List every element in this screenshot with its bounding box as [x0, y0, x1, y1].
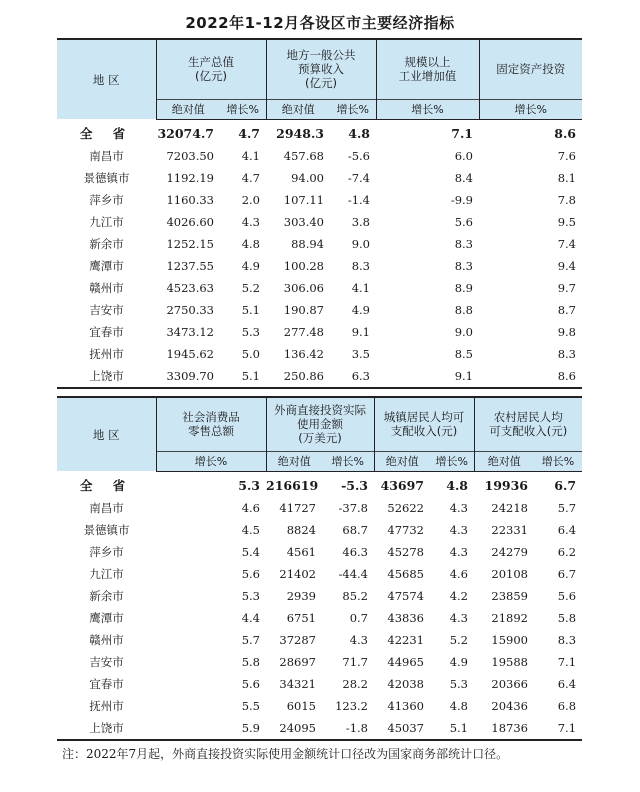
value-cell: 7.1: [557, 654, 577, 669]
table-row: [57, 255, 582, 277]
table-row: [57, 629, 582, 651]
value-cell: 7.1: [534, 717, 582, 740]
value-cell: 1252.15: [166, 236, 214, 251]
value-cell: 52622: [387, 500, 424, 515]
region-name: 景德镇市: [83, 522, 130, 537]
value-cell: 5.0: [241, 346, 260, 361]
page-title: 2022年1-12月各设区市主要经济指标: [185, 14, 455, 32]
region-name: 九江市: [89, 214, 124, 229]
value-cell: 9.4: [557, 258, 576, 273]
table-row: [57, 651, 582, 673]
value-cell: 41727: [279, 500, 316, 515]
region-name: 抚州市: [89, 698, 124, 713]
value-cell: 8.9: [454, 280, 473, 295]
table-row: [57, 145, 582, 167]
value-cell: 4523.63: [166, 280, 214, 295]
value-cell: 8.3: [454, 258, 473, 273]
value-cell: 6.4: [557, 522, 577, 537]
table-row: [57, 189, 582, 211]
sub-header: 增长%: [330, 99, 376, 119]
value-cell: 6.8: [557, 698, 577, 713]
value-cell: 8.7: [557, 302, 576, 317]
table-row: [57, 607, 582, 629]
region-name: 新余市: [89, 236, 124, 251]
value-cell: 32074.7: [157, 126, 214, 141]
value-cell: 4.9: [241, 258, 260, 273]
value-cell: 24279: [491, 544, 528, 559]
value-cell: 2.0: [241, 192, 260, 207]
table-row: [57, 519, 582, 541]
value-cell: 45685: [387, 566, 424, 581]
region-name: 上饶市: [57, 717, 156, 740]
value-cell: 7.6: [557, 148, 576, 163]
value-cell: 19936: [484, 478, 528, 493]
table-row: [57, 167, 582, 189]
value-cell: 4.3: [349, 632, 368, 647]
region-name: 全 省: [79, 478, 134, 494]
value-cell: 7.1: [451, 126, 473, 141]
value-cell: 5.5: [241, 698, 260, 713]
value-cell: 21402: [279, 566, 316, 581]
sub-header: 增长%: [479, 99, 582, 119]
region-name: 上饶市: [57, 365, 156, 388]
value-cell: 216619: [266, 478, 319, 493]
value-cell: 6.3: [330, 365, 376, 388]
value-cell: 4561: [286, 544, 316, 559]
region-header: 地 区: [57, 397, 156, 471]
value-cell: 3473.12: [166, 324, 214, 339]
footnote: 注：2022年7月起，外商直接投资实际使用金额统计口径改为国家商务部统计口径。: [62, 747, 509, 761]
region-header: 地 区: [57, 39, 156, 119]
value-cell: 5.7: [557, 500, 577, 515]
value-cell: 8.3: [557, 346, 576, 361]
column-header: 规模以上 工业增加值: [376, 39, 479, 99]
value-cell: 1945.62: [166, 346, 214, 361]
value-cell: 250.86: [266, 365, 330, 388]
value-cell: 9.0: [454, 324, 473, 339]
value-cell: -37.8: [338, 500, 368, 515]
value-cell: 5.4: [241, 544, 260, 559]
value-cell: 5.3: [238, 478, 260, 493]
region-name: 全 省: [79, 126, 134, 142]
value-cell: 457.68: [283, 148, 324, 163]
value-cell: 20366: [491, 676, 528, 691]
value-cell: -1.8: [322, 717, 374, 740]
value-cell: 4.9: [351, 302, 370, 317]
value-cell: 24218: [491, 500, 528, 515]
value-cell: 9.7: [557, 280, 576, 295]
value-cell: 4.6: [449, 566, 468, 581]
value-cell: 4.9: [449, 654, 468, 669]
region-name: 抚州市: [89, 346, 124, 361]
value-cell: 136.42: [283, 346, 324, 361]
value-cell: 23859: [491, 588, 528, 603]
value-cell: 5.3: [241, 324, 260, 339]
region-name: 南昌市: [89, 500, 124, 515]
value-cell: 8.1: [557, 170, 576, 185]
value-cell: 5.6: [241, 566, 260, 581]
value-cell: 9.0: [351, 236, 370, 251]
value-cell: 68.7: [342, 522, 368, 537]
value-cell: 34321: [279, 676, 316, 691]
value-cell: 45278: [387, 544, 424, 559]
value-cell: 9.8: [557, 324, 576, 339]
value-cell: 28697: [279, 654, 316, 669]
region-name: 吉安市: [89, 302, 124, 317]
value-cell: 190.87: [283, 302, 324, 317]
value-cell: 5.1: [430, 717, 474, 740]
value-cell: 6.7: [557, 566, 577, 581]
value-cell: 7203.50: [166, 148, 214, 163]
table-row: [57, 233, 582, 255]
value-cell: 100.28: [283, 258, 324, 273]
sub-header: 增长%: [430, 451, 474, 471]
column-header: 社会消费品 零售总额: [156, 397, 266, 451]
table-row: [57, 717, 582, 740]
value-cell: 5.7: [241, 632, 260, 647]
column-header: 地方一般公共 预算收入 (亿元): [266, 39, 376, 99]
value-cell: 20108: [491, 566, 528, 581]
value-cell: 43697: [380, 478, 424, 493]
column-header: 固定资产投资: [479, 39, 582, 99]
sub-header: 增长%: [534, 451, 582, 471]
column-header: 生产总值 (亿元): [156, 39, 266, 99]
value-cell: 3309.70: [156, 365, 220, 388]
value-cell: 6.2: [557, 544, 577, 559]
region-name: 鹰潭市: [89, 610, 124, 625]
value-cell: 4.3: [449, 522, 468, 537]
value-cell: 1160.33: [166, 192, 214, 207]
value-cell: 47574: [387, 588, 424, 603]
value-cell: 6015: [286, 698, 316, 713]
value-cell: -5.6: [347, 148, 370, 163]
value-cell: 6.4: [557, 676, 577, 691]
value-cell: 4.5: [241, 522, 260, 537]
value-cell: 277.48: [283, 324, 324, 339]
value-cell: 8.3: [351, 258, 370, 273]
region-name: 新余市: [89, 588, 124, 603]
value-cell: 5.6: [557, 588, 577, 603]
economic-table-1: [57, 38, 582, 389]
sub-header: 绝对值: [266, 99, 330, 119]
value-cell: 5.8: [241, 654, 260, 669]
value-cell: 5.6: [241, 676, 260, 691]
value-cell: 8.8: [454, 302, 473, 317]
value-cell: 7.8: [557, 192, 576, 207]
region-name: 宜春市: [89, 676, 124, 691]
value-cell: 5.1: [241, 302, 260, 317]
value-cell: 4.2: [449, 588, 468, 603]
table-row: [57, 585, 582, 607]
table-row: [57, 695, 582, 717]
table-row: [57, 321, 582, 343]
value-cell: 21892: [491, 610, 528, 625]
value-cell: 5.6: [454, 214, 473, 229]
region-name: 鹰潭市: [89, 258, 124, 273]
value-cell: 18736: [474, 717, 534, 740]
sub-header: 增长%: [220, 99, 266, 119]
value-cell: 4.3: [449, 500, 468, 515]
value-cell: 8824: [286, 522, 316, 537]
value-cell: 6.7: [554, 478, 577, 493]
value-cell: -9.9: [450, 192, 473, 207]
table-row: [57, 365, 582, 388]
value-cell: 4.1: [241, 148, 260, 163]
sub-header: 增长%: [376, 99, 479, 119]
value-cell: 5.3: [241, 588, 260, 603]
value-cell: 7.4: [557, 236, 576, 251]
value-cell: 22331: [491, 522, 528, 537]
value-cell: 2939: [286, 588, 316, 603]
sub-header: 绝对值: [156, 99, 220, 119]
value-cell: 306.06: [283, 280, 324, 295]
value-cell: 4.8: [449, 698, 468, 713]
total-row: [57, 119, 582, 145]
sub-header: 绝对值: [266, 451, 322, 471]
value-cell: 3.8: [351, 214, 370, 229]
value-cell: 4.3: [449, 544, 468, 559]
value-cell: 46.3: [342, 544, 368, 559]
value-cell: -7.4: [347, 170, 370, 185]
region-name: 萍乡市: [89, 192, 124, 207]
value-cell: 43836: [387, 610, 424, 625]
value-cell: 20436: [491, 698, 528, 713]
region-name: 吉安市: [89, 654, 124, 669]
value-cell: 4.3: [241, 214, 260, 229]
table-row: [57, 497, 582, 519]
value-cell: 4.7: [238, 126, 260, 141]
value-cell: 8.6: [554, 126, 576, 141]
sub-header: 绝对值: [474, 451, 534, 471]
value-cell: 5.9: [156, 717, 266, 740]
value-cell: 94.00: [291, 170, 324, 185]
value-cell: 41360: [387, 698, 424, 713]
value-cell: 107.11: [283, 192, 324, 207]
value-cell: 9.5: [557, 214, 576, 229]
value-cell: 5.1: [220, 365, 266, 388]
value-cell: 5.2: [449, 632, 468, 647]
value-cell: 8.3: [557, 632, 577, 647]
value-cell: 42231: [387, 632, 424, 647]
value-cell: 88.94: [291, 236, 324, 251]
value-cell: 123.2: [335, 698, 368, 713]
value-cell: 4.8: [241, 236, 260, 251]
region-name: 萍乡市: [89, 544, 124, 559]
value-cell: 9.1: [376, 365, 479, 388]
value-cell: 2750.33: [166, 302, 214, 317]
column-header: 外商直接投资实际 使用金额 (万美元): [266, 397, 374, 451]
value-cell: 0.7: [349, 610, 368, 625]
sub-header: 绝对值: [374, 451, 430, 471]
value-cell: 45037: [374, 717, 430, 740]
value-cell: 24095: [266, 717, 322, 740]
value-cell: 6751: [286, 610, 316, 625]
column-header: 城镇居民人均可 支配收入(元): [374, 397, 474, 451]
value-cell: 19588: [491, 654, 528, 669]
value-cell: 42038: [387, 676, 424, 691]
value-cell: 1237.55: [166, 258, 214, 273]
sub-header: 增长%: [322, 451, 374, 471]
value-cell: -1.4: [347, 192, 370, 207]
region-name: 景德镇市: [83, 170, 130, 185]
table-row: [57, 563, 582, 585]
value-cell: 4.1: [351, 280, 370, 295]
value-cell: 8.6: [479, 365, 582, 388]
table-row: [57, 541, 582, 563]
value-cell: 303.40: [283, 214, 324, 229]
value-cell: 9.1: [351, 324, 370, 339]
total-row: [57, 471, 582, 497]
value-cell: 4.8: [348, 126, 370, 141]
value-cell: 71.7: [342, 654, 368, 669]
value-cell: 4.3: [449, 610, 468, 625]
table-row: [57, 277, 582, 299]
value-cell: 8.3: [454, 236, 473, 251]
region-name: 南昌市: [89, 148, 124, 163]
table-row: [57, 673, 582, 695]
region-name: 宜春市: [89, 324, 124, 339]
value-cell: 1192.19: [166, 170, 214, 185]
value-cell: 85.2: [342, 588, 368, 603]
value-cell: 3.5: [351, 346, 370, 361]
value-cell: 4.6: [241, 500, 260, 515]
value-cell: -5.3: [341, 478, 368, 493]
sub-header: 增长%: [156, 451, 266, 471]
value-cell: 4.8: [446, 478, 468, 493]
table-row: [57, 211, 582, 233]
value-cell: 2948.3: [276, 126, 324, 141]
value-cell: 8.5: [454, 346, 473, 361]
region-name: 九江市: [89, 566, 124, 581]
table-row: [57, 343, 582, 365]
region-name: 赣州市: [89, 632, 124, 647]
value-cell: 8.4: [454, 170, 473, 185]
value-cell: 5.3: [449, 676, 468, 691]
value-cell: 4.4: [241, 610, 260, 625]
value-cell: 5.8: [557, 610, 577, 625]
value-cell: 4.7: [241, 170, 260, 185]
value-cell: -44.4: [338, 566, 368, 581]
region-name: 赣州市: [89, 280, 124, 295]
value-cell: 44965: [387, 654, 424, 669]
economic-table-2: [57, 396, 582, 741]
column-header: 农村居民人均 可支配收入(元): [474, 397, 582, 451]
value-cell: 47732: [387, 522, 424, 537]
value-cell: 6.0: [454, 148, 473, 163]
value-cell: 4026.60: [166, 214, 214, 229]
value-cell: 28.2: [342, 676, 368, 691]
value-cell: 5.2: [241, 280, 260, 295]
value-cell: 15900: [491, 632, 528, 647]
value-cell: 37287: [279, 632, 316, 647]
table-row: [57, 299, 582, 321]
